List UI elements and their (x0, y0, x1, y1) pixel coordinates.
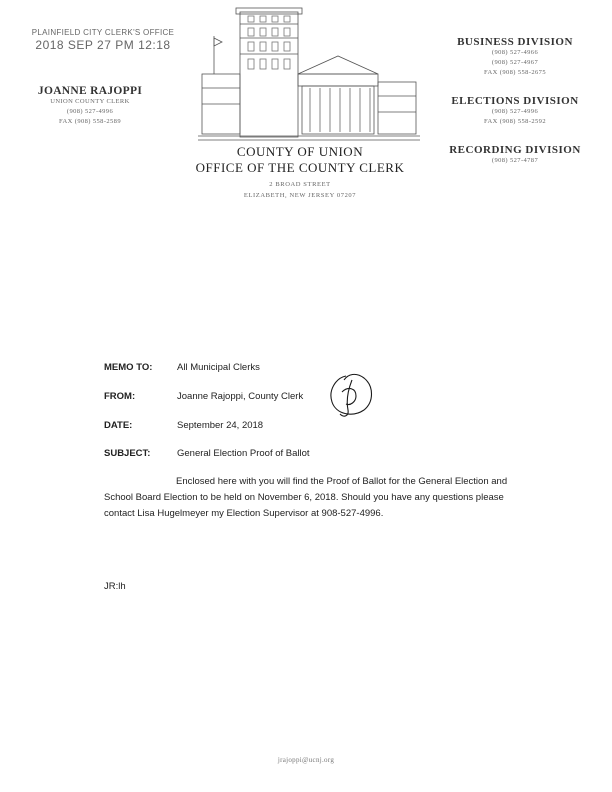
clerk-title: UNION COUNTY CLERK (50, 98, 130, 105)
business-division-title: BUSINESS DIVISION (457, 36, 573, 48)
business-division (440, 36, 590, 78)
office-city: ELIZABETH, NEW JERSEY 07207 (243, 192, 357, 199)
clerk-name: JOANNE RAJOPPI (37, 85, 143, 97)
memo-date-value: September 24, 2018 (177, 420, 264, 431)
memo-from-label: FROM: (104, 391, 136, 402)
memo-subject-label: SUBJECT: (104, 448, 151, 459)
elections-division-phone: (908) 527-4996 (491, 108, 539, 115)
memo-from-value: Joanne Rajoppi, County Clerk (177, 391, 304, 402)
stamp-office: PLAINFIELD CITY CLERK'S OFFICE (31, 28, 175, 37)
county-name: COUNTY OF UNION (236, 144, 364, 159)
elections-division-title: ELECTIONS DIVISION (451, 95, 579, 107)
memo-to-value: All Municipal Clerks (177, 362, 260, 373)
memo-subject-value: General Election Proof of Ballot (177, 448, 310, 459)
received-stamp (28, 26, 178, 52)
elections-division-fax: FAX (908) 558-2592 (484, 118, 546, 125)
memo-to-label: MEMO TO: (104, 362, 153, 373)
stamp-date: 2018 SEP 27 PM 12:18 (35, 38, 171, 52)
business-division-fax: FAX (908) 558-2675 (484, 69, 546, 76)
clerk-phone: (908) 527-4996 (66, 108, 114, 115)
recording-division-phone: (908) 527-4787 (491, 157, 539, 164)
office-name: OFFICE OF THE COUNTY CLERK (195, 160, 405, 175)
memo-body-paragraph: Enclosed here with you will find the Proof of Ballot for the General Election and School Board Election to be held on November 6, 2018. Should you have any questions please contact Lisa Hugelmeyer my Election Supervisor at 908-527-4996. (104, 476, 508, 519)
recording-division (440, 144, 590, 166)
signature (322, 368, 378, 422)
business-division-phone: (908) 527-4966 (491, 49, 539, 56)
clerk-block (20, 85, 160, 127)
memo-date-label: DATE: (104, 420, 133, 431)
typist-initials: JR:lh (104, 581, 126, 592)
clerk-fax: FAX (908) 558-2589 (59, 118, 121, 125)
memo-body (104, 474, 534, 522)
office-street: 2 BROAD STREET (269, 181, 331, 188)
business-division-phone-2: (908) 527-4967 (491, 59, 539, 66)
recording-division-title: RECORDING DIVISION (449, 144, 581, 156)
courthouse-illustration (198, 4, 420, 144)
footer-email: jrajoppi@ucnj.org (277, 756, 335, 764)
elections-division (440, 95, 590, 127)
